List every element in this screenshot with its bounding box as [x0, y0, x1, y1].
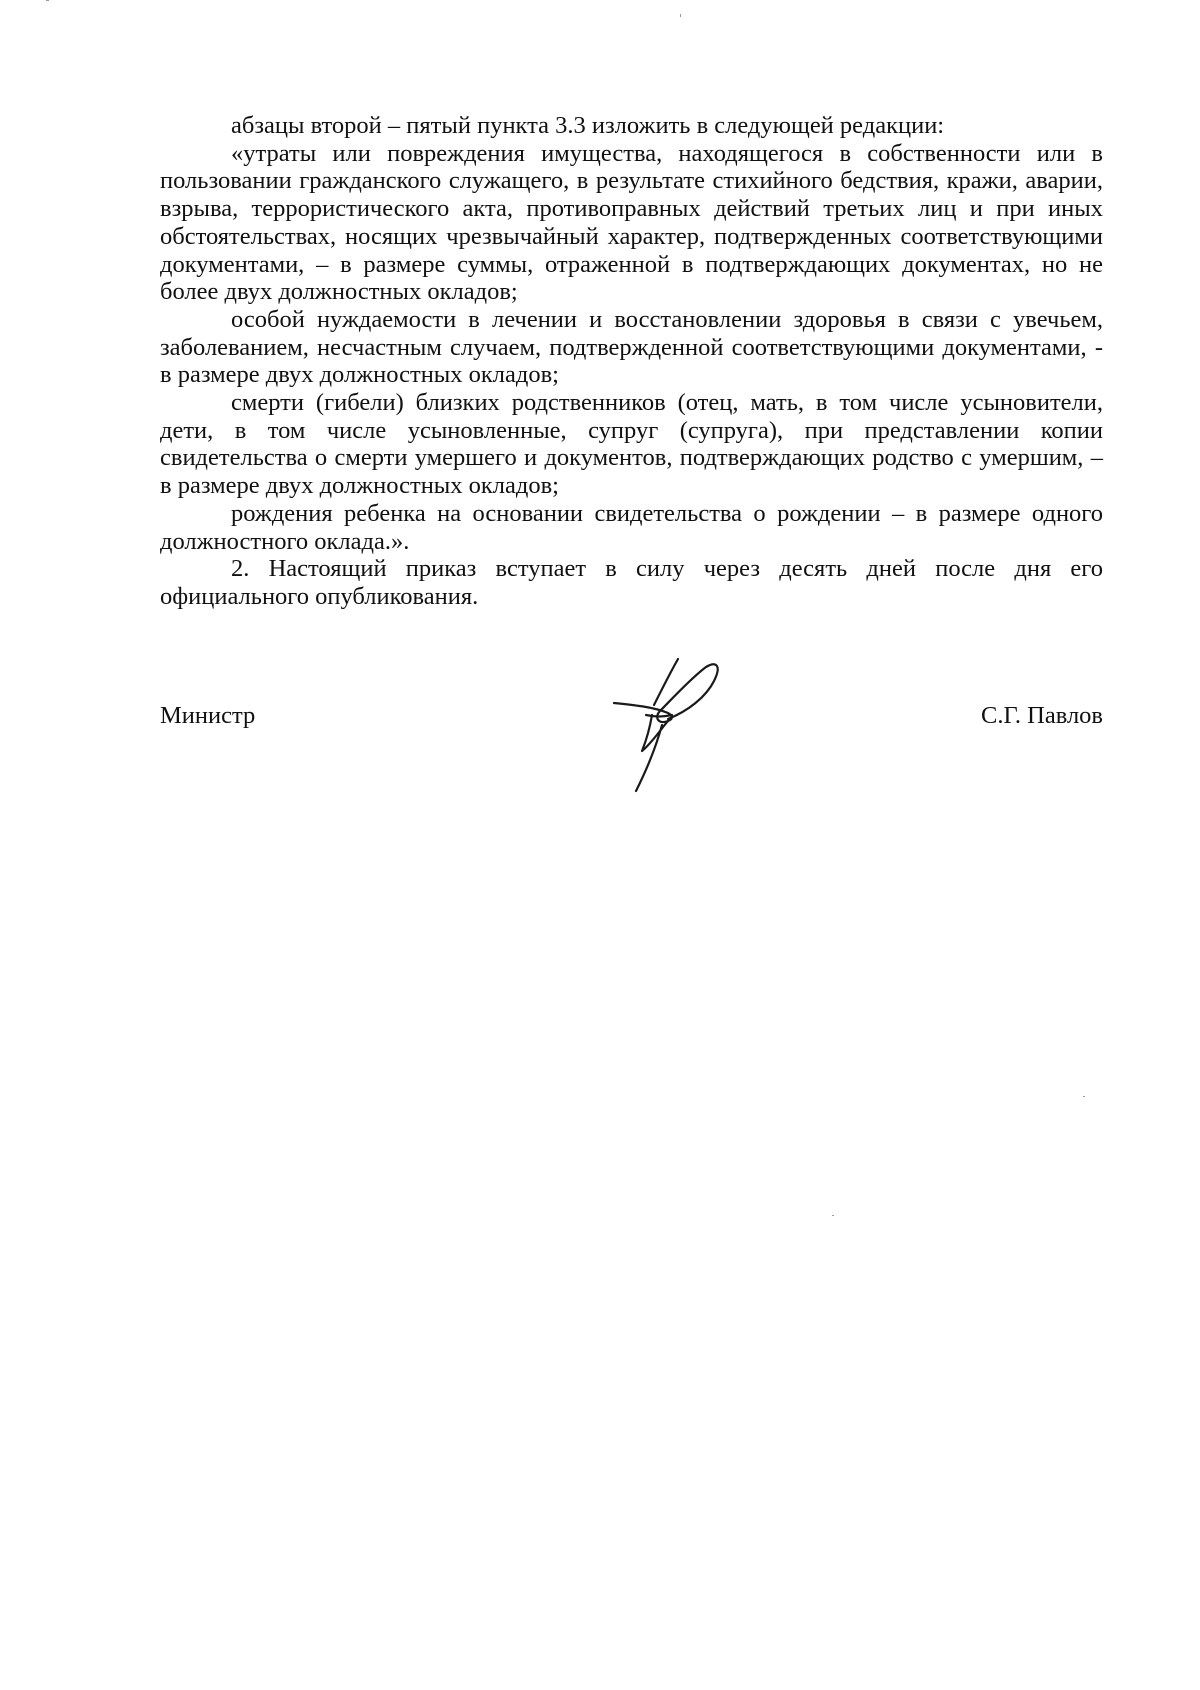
scan-speck	[680, 14, 681, 17]
handwritten-signature	[610, 655, 735, 795]
signer-name: С.Г. Павлов	[981, 702, 1103, 729]
paragraph-medical-need: особой нуждаемости в лечении и восстановлении здоровья в связи с увечьем, заболеванием, несчастным случаем, подтвержденной соответствующими документами, - в размере двух должностных окладов;	[160, 305, 1103, 389]
scan-speck	[1083, 1096, 1085, 1097]
paragraph-amendment-intro: абзацы второй – пятый пункта 3.3 изложить в следующей редакции:	[231, 112, 945, 139]
paragraph-relative-death: смерти (гибели) близких родственников (отец, мать, в том числе усыновители, дети, в том числе усыновленные, супруг (супруга), при представлении копии свидетельства о смерти умершего и документов, подтверждающих родство с умершим, – в размере двух должностных окладов;	[160, 389, 1103, 500]
paragraph-child-birth: рождения ребенка на основании свидетельства о рождении – в размере одного должностного оклада.».	[160, 499, 1103, 555]
document-body	[160, 112, 1103, 611]
scan-speck	[832, 1215, 834, 1216]
paragraph-effective-date: 2. Настоящий приказ вступает в силу через десять дней после дня его официального опубликования.	[160, 555, 1103, 610]
signer-position: Министр	[160, 702, 256, 729]
scan-speck	[46, 0, 49, 1]
paragraph-property-loss: «утраты или повреждения имущества, находящегося в собственности или в пользовании гражданского служащего, в результате стихийного бедствия, кражи, аварии, взрыва, террористического акта, противоправных действий третьих лиц и при иных обстоятельствах, носящих чрезвычайный характер, подтвержденных соответствующими документами, – в размере суммы, отраженной в подтверждающих документах, но не более двух должностных окладов;	[160, 139, 1103, 306]
